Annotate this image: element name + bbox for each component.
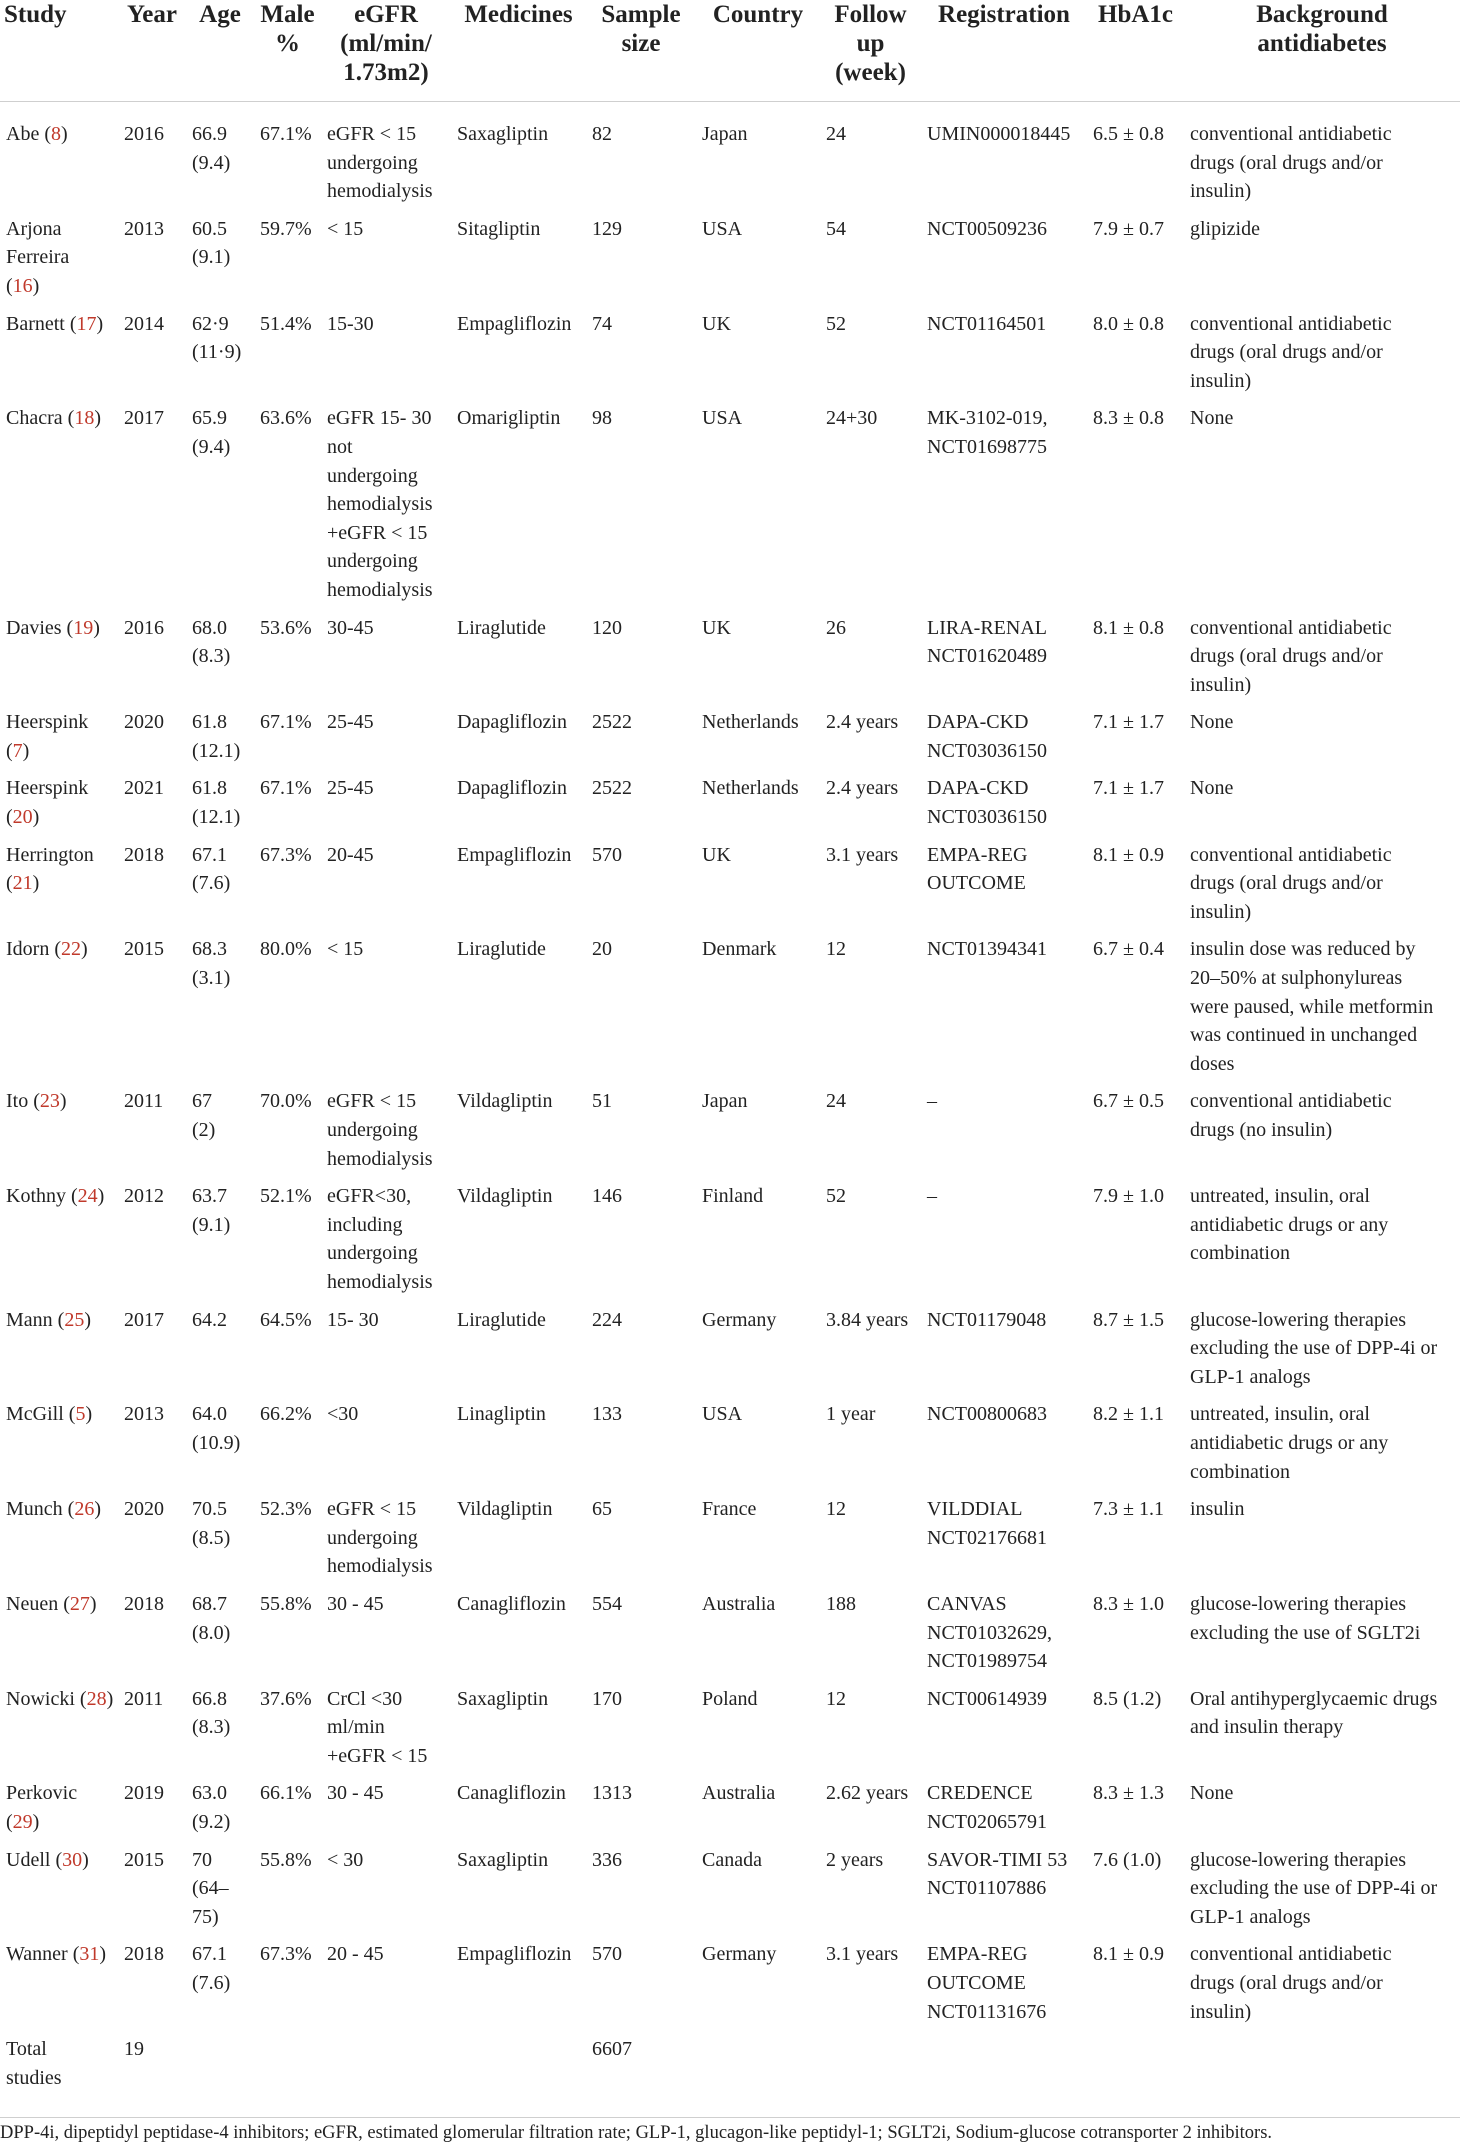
cell-country: USA — [702, 407, 743, 430]
cell-follow: 3.1 years — [826, 843, 899, 866]
cell-hba1c: 8.3 ± 1.0 — [1093, 1592, 1164, 1615]
cell-sample: 554 — [592, 1592, 622, 1615]
cell-medicine: Saxagliptin — [457, 1687, 549, 1710]
cell-age: 64.2 — [192, 1308, 227, 1331]
empty-cell — [451, 2035, 586, 2101]
cell-hba1c: 8.7 ± 1.5 — [1093, 1308, 1164, 1331]
cell-year: 2013 — [124, 217, 164, 240]
cell-age: 68.0 (8.3) — [192, 616, 231, 668]
cell-registration: DAPA-CKD NCT03036150 — [927, 711, 1047, 762]
cell-registration: SAVOR-TIMI 53 NCT01107886 — [927, 1848, 1068, 1900]
cell-study: Heerspink (7) — [6, 711, 89, 762]
cell-age: 66.9 (9.4) — [192, 123, 231, 174]
cell-hba1c: 6.7 ± 0.5 — [1093, 1090, 1164, 1113]
column-header-country: Country — [712, 1, 804, 28]
cell-egfr: 20 - 45 — [327, 1943, 384, 1966]
cell-medicine: Vildagliptin — [457, 1498, 553, 1521]
empty-cell — [696, 2035, 820, 2101]
cell-hba1c: 7.3 ± 1.1 — [1093, 1498, 1164, 1521]
reference-link[interactable]: (29) — [6, 1811, 40, 1834]
cell-study: Wanner (31) — [6, 1943, 107, 1966]
cell-follow: 1 year — [826, 1403, 876, 1426]
cell-age: 68.3 (3.1) — [192, 938, 231, 990]
table-row — [0, 1846, 1460, 1941]
cell-study: Barnett (17) — [6, 312, 104, 335]
cell-egfr: 30 - 45 — [327, 1782, 384, 1805]
cell-year: 2021 — [124, 777, 164, 800]
cell-medicine: Dapagliflozin — [457, 777, 567, 800]
column-header-male: Male % — [260, 1, 315, 57]
cell-follow: 12 — [826, 1687, 846, 1710]
reference-link[interactable]: (18) — [62, 407, 101, 430]
empty-cell — [321, 2035, 451, 2101]
cell-year: 2015 — [124, 1848, 164, 1871]
table-row — [0, 97, 1460, 215]
cell-medicine: Sitagliptin — [457, 217, 541, 240]
reference-link[interactable]: (7) — [6, 739, 30, 762]
cell-background: untreated, insulin, oral antidiabetic drugs or any combination — [1190, 1403, 1389, 1483]
cell-follow: 12 — [826, 938, 846, 961]
cell-registration: CANVAS NCT01032629, NCT01989754 — [927, 1592, 1052, 1673]
cell-age: 67.1 (7.6) — [192, 843, 231, 895]
cell-registration: CREDENCE NCT02065791 — [927, 1782, 1047, 1834]
cell-hba1c: 6.5 ± 0.8 — [1093, 123, 1164, 145]
cell-year: 2017 — [124, 407, 164, 430]
cell-egfr: 30-45 — [327, 616, 374, 639]
cell-country: UK — [702, 843, 731, 866]
cell-sample: 129 — [592, 217, 622, 240]
total-sample-size: 6607 — [592, 2038, 632, 2061]
column-header-age: Age — [199, 1, 241, 28]
header-row — [0, 0, 1460, 97]
cell-study: Mann (25) — [6, 1308, 92, 1331]
cell-hba1c: 6.7 ± 0.4 — [1093, 938, 1164, 961]
table-row — [0, 1306, 1460, 1401]
column-header-sample-size: Sample size — [601, 1, 681, 57]
cell-background: Oral antihyperglycaemic drugs and insulin therapy — [1190, 1687, 1438, 1739]
cell-egfr: 15-30 — [327, 312, 374, 335]
cell-year: 2019 — [124, 1782, 164, 1805]
cell-hba1c: 8.1 ± 0.9 — [1093, 1943, 1164, 1966]
cell-male: 52.3% — [260, 1498, 312, 1521]
table-row — [0, 1087, 1460, 1182]
cell-year: 2016 — [124, 123, 164, 145]
cell-egfr: 25-45 — [327, 777, 374, 800]
cell-egfr: 20-45 — [327, 843, 374, 866]
cell-study: Arjona Ferreira (16) — [6, 217, 70, 297]
cell-year: 2018 — [124, 1592, 164, 1615]
cell-registration: NCT01164501 — [927, 312, 1047, 335]
cell-sample: 65 — [592, 1498, 612, 1521]
cell-country: Denmark — [702, 938, 777, 961]
cell-study: Abe (8) — [6, 123, 68, 145]
cell-follow: 52 — [826, 312, 846, 335]
cell-age: 64.0 (10.9) — [192, 1403, 241, 1454]
table-row — [0, 215, 1460, 310]
cell-study: Herrington (21) — [6, 843, 94, 895]
cell-country: USA — [702, 217, 743, 240]
cell-age: 61.8 (12.1) — [192, 777, 241, 829]
cell-country: Canada — [702, 1848, 762, 1871]
cell-study: Idorn (22) — [6, 938, 88, 961]
cell-sample: 224 — [592, 1308, 622, 1331]
cell-background: conventional antidiabetic drugs (no insulin) — [1190, 1090, 1392, 1141]
cell-registration: NCT01394341 — [927, 938, 1047, 961]
reference-link[interactable]: (5) — [63, 1403, 93, 1426]
cell-year: 2016 — [124, 616, 164, 639]
cell-egfr: 15- 30 — [327, 1308, 379, 1331]
header-divider — [0, 101, 1460, 102]
cell-country: Germany — [702, 1308, 777, 1331]
cell-male: 66.1% — [260, 1782, 312, 1805]
cell-background: glucose-lowering therapies excluding the use of DPP-4i or GLP-1 analogs — [1190, 1308, 1438, 1388]
cell-follow: 24 — [826, 123, 846, 145]
cell-age: 68.7 (8.0) — [192, 1592, 231, 1644]
cell-medicine: Empagliflozin — [457, 312, 572, 335]
cell-study: Udell (30) — [6, 1848, 89, 1871]
cell-hba1c: 7.1 ± 1.7 — [1093, 777, 1164, 800]
cell-registration: VILDDIAL NCT02176681 — [927, 1498, 1047, 1549]
cell-country: Poland — [702, 1687, 758, 1710]
cell-country: Netherlands — [702, 711, 799, 734]
table-row — [0, 1779, 1460, 1845]
reference-link[interactable]: (30) — [50, 1848, 89, 1871]
cell-medicine: Saxagliptin — [457, 1848, 549, 1871]
cell-follow: 2.4 years — [826, 777, 899, 800]
cell-male: 67.1% — [260, 711, 312, 734]
reference-link[interactable]: (22) — [49, 938, 88, 961]
cell-sample: 1313 — [592, 1782, 632, 1805]
cell-sample: 2522 — [592, 711, 632, 734]
column-header-year: Year — [127, 1, 177, 28]
cell-study: Davies (19) — [6, 616, 100, 639]
cell-background: untreated, insulin, oral antidiabetic drugs or any combination — [1190, 1185, 1389, 1265]
cell-male: 80.0% — [260, 938, 312, 961]
cell-background: insulin — [1190, 1498, 1245, 1521]
table-row — [0, 935, 1460, 1087]
cell-age: 63.7 (9.1) — [192, 1185, 231, 1236]
cell-hba1c: 8.3 ± 1.3 — [1093, 1782, 1164, 1805]
reference-link[interactable]: (19) — [61, 616, 100, 639]
cell-hba1c: 7.9 ± 1.0 — [1093, 1185, 1164, 1208]
empty-cell — [254, 2035, 321, 2101]
cell-male: 67.3% — [260, 843, 312, 866]
cell-country: USA — [702, 1403, 743, 1426]
cell-study: Nowicki (28) — [6, 1687, 114, 1710]
empty-cell — [921, 2035, 1087, 2101]
total-row — [0, 2035, 1460, 2101]
cell-year: 2011 — [124, 1090, 164, 1113]
cell-male: 67.1% — [260, 777, 312, 800]
cell-country: Netherlands — [702, 777, 799, 800]
cell-year: 2013 — [124, 1403, 164, 1426]
cell-follow: 3.84 years — [826, 1308, 909, 1331]
reference-link[interactable]: (23) — [28, 1090, 67, 1113]
cell-hba1c: 7.1 ± 1.7 — [1093, 711, 1164, 734]
cell-male: 55.8% — [260, 1592, 312, 1615]
cell-medicine: Canagliflozin — [457, 1592, 566, 1615]
cell-year: 2012 — [124, 1185, 164, 1208]
reference-link[interactable]: (21) — [6, 872, 40, 895]
cell-egfr: <30 — [327, 1403, 359, 1426]
cell-medicine: Canagliflozin — [457, 1782, 566, 1805]
cell-egfr: < 30 — [327, 1848, 364, 1871]
cell-medicine: Vildagliptin — [457, 1185, 553, 1208]
cell-sample: 146 — [592, 1185, 622, 1208]
cell-sample: 2522 — [592, 777, 632, 800]
empty-cell — [820, 2035, 921, 2101]
cell-country: Australia — [702, 1782, 776, 1805]
reference-link[interactable]: (8) — [39, 123, 68, 145]
cell-sample: 98 — [592, 407, 612, 430]
cell-egfr: eGFR < 15 undergoing hemodialysis — [327, 123, 433, 203]
cell-hba1c: 7.6 (1.0) — [1093, 1848, 1162, 1871]
reference-link[interactable]: (26) — [62, 1498, 102, 1521]
cell-follow: 24 — [826, 1090, 846, 1113]
reference-link[interactable]: (20) — [6, 806, 40, 829]
cell-medicine: Saxagliptin — [457, 123, 549, 145]
cell-year: 2020 — [124, 711, 164, 734]
cell-male: 55.8% — [260, 1848, 312, 1871]
cell-year: 2011 — [124, 1687, 164, 1710]
column-header-study: Study — [4, 1, 67, 28]
column-header-egfr: eGFR (ml/min/ 1.73m2) — [340, 1, 432, 86]
cell-registration: NCT00509236 — [927, 217, 1047, 240]
cell-sample: 120 — [592, 616, 622, 639]
cell-male: 51.4% — [260, 312, 312, 335]
cell-hba1c: 7.9 ± 0.7 — [1093, 217, 1164, 240]
cell-country: France — [702, 1498, 757, 1521]
table-row — [0, 404, 1460, 613]
cell-country: Japan — [702, 123, 748, 145]
cell-male: 53.6% — [260, 616, 312, 639]
cell-follow: 52 — [826, 1185, 846, 1208]
reference-link[interactable]: (24) — [66, 1185, 105, 1208]
empty-cell — [186, 2035, 254, 2101]
cell-egfr: eGFR < 15 undergoing hemodialysis — [327, 1498, 433, 1578]
column-header-background-antidiabetes: Background antidiabetes — [1256, 1, 1388, 57]
cell-registration: MK-3102-019, NCT01698775 — [927, 407, 1048, 458]
cell-background: conventional antidiabetic drugs (oral drugs and/or insulin) — [1190, 312, 1392, 392]
cell-medicine: Dapagliflozin — [457, 711, 567, 734]
table-row — [0, 310, 1460, 405]
table-row — [0, 1182, 1460, 1305]
cell-study: Chacra (18) — [6, 407, 101, 430]
cell-age: 67 (2) — [192, 1090, 216, 1141]
cell-age: 65.9 (9.4) — [192, 407, 231, 458]
cell-egfr: eGFR < 15 undergoing hemodialysis — [327, 1090, 433, 1170]
cell-registration: NCT01179048 — [927, 1308, 1047, 1331]
cell-registration: EMPA-REG OUTCOME NCT01131676 — [927, 1943, 1047, 2023]
cell-male: 59.7% — [260, 217, 312, 240]
cell-country: Finland — [702, 1185, 764, 1208]
cell-background: glucose-lowering therapies excluding the use of SGLT2i — [1190, 1592, 1421, 1644]
cell-egfr: eGFR 15- 30 not undergoing hemodialysis +eGFR < 15 undergoing hemodialysis — [327, 407, 433, 601]
cell-registration: NCT00800683 — [927, 1403, 1047, 1426]
cell-male: 66.2% — [260, 1403, 312, 1426]
cell-registration: NCT00614939 — [927, 1687, 1047, 1710]
cell-background: glipizide — [1190, 217, 1260, 240]
cell-hba1c: 8.5 (1.2) — [1093, 1687, 1162, 1710]
cell-age: 67.1 (7.6) — [192, 1943, 231, 1995]
cell-study: Ito (23) — [6, 1090, 67, 1113]
cell-hba1c: 8.1 ± 0.8 — [1093, 616, 1164, 639]
cell-male: 67.1% — [260, 123, 312, 145]
cell-medicine: Linagliptin — [457, 1403, 546, 1426]
cell-egfr: 25-45 — [327, 711, 374, 734]
cell-study: Heerspink (20) — [6, 777, 89, 829]
cell-background: conventional antidiabetic drugs (oral drugs and/or insulin) — [1190, 1943, 1392, 2023]
cell-registration: EMPA-REG OUTCOME — [927, 843, 1028, 895]
cell-study: Neuen (27) — [6, 1592, 97, 1615]
cell-background: None — [1190, 407, 1234, 430]
table-row — [0, 1590, 1460, 1685]
cell-medicine: Liraglutide — [457, 938, 546, 961]
cell-age: 60.5 (9.1) — [192, 217, 231, 269]
cell-follow: 26 — [826, 616, 846, 639]
cell-background: conventional antidiabetic drugs (oral drugs and/or insulin) — [1190, 843, 1392, 923]
table-footnote: DPP-4i, dipeptidyl peptidase-4 inhibitors; eGFR, estimated glomerular filtration rate; GLP-1, glucagon-like peptidyl-1; SGLT2i, Sodium-glucose cotransporter 2 inhibitors. — [0, 2123, 1273, 2143]
cell-background: glucose-lowering therapies excluding the use of DPP-4i or GLP-1 analogs — [1190, 1848, 1438, 1928]
cell-background: None — [1190, 1782, 1234, 1805]
column-header-medicines: Medicines — [464, 1, 573, 28]
reference-link[interactable]: (27) — [58, 1592, 97, 1615]
cell-follow: 2.62 years — [826, 1782, 909, 1805]
cell-male: 37.6% — [260, 1687, 312, 1710]
cell-follow: 2.4 years — [826, 711, 899, 734]
column-header-hba1c: HbA1c — [1098, 1, 1173, 28]
reference-link[interactable]: (25) — [52, 1308, 92, 1331]
column-header-follow-up: Follow up (week) — [834, 1, 907, 86]
cell-age: 70 (64– 75) — [192, 1848, 229, 1928]
reference-link[interactable]: (17) — [64, 312, 104, 335]
cell-hba1c: 8.3 ± 0.8 — [1093, 407, 1164, 430]
reference-link[interactable]: (16) — [6, 274, 40, 297]
cell-follow: 188 — [826, 1592, 856, 1615]
cell-country: UK — [702, 312, 731, 335]
cell-sample: 570 — [592, 843, 622, 866]
table-row — [0, 1685, 1460, 1780]
cell-background: None — [1190, 777, 1234, 800]
cell-egfr: CrCl <30 ml/min +eGFR < 15 — [327, 1687, 428, 1767]
total-studies-count: 19 — [124, 2038, 144, 2061]
cell-follow: 24+30 — [826, 407, 878, 430]
cell-medicine: Liraglutide — [457, 616, 546, 639]
cell-follow: 12 — [826, 1498, 846, 1521]
cell-year: 2018 — [124, 1943, 164, 1966]
cell-egfr: eGFR<30, including undergoing hemodialysis — [327, 1185, 433, 1293]
cell-background: conventional antidiabetic drugs (oral drugs and/or insulin) — [1190, 123, 1392, 203]
cell-sample: 82 — [592, 123, 612, 145]
cell-sample: 170 — [592, 1687, 622, 1710]
cell-sample: 51 — [592, 1090, 612, 1113]
cell-year: 2020 — [124, 1498, 164, 1521]
cell-country: UK — [702, 616, 731, 639]
cell-age: 62·9 (11·9) — [192, 312, 242, 364]
cell-country: Germany — [702, 1943, 777, 1966]
cell-age: 63.0 (9.2) — [192, 1782, 231, 1834]
cell-hba1c: 8.1 ± 0.9 — [1093, 843, 1164, 866]
cell-study: McGill (5) — [6, 1403, 93, 1426]
cell-registration: UMIN000018445 — [927, 123, 1071, 145]
cell-medicine: Vildagliptin — [457, 1090, 553, 1113]
cell-year: 2017 — [124, 1308, 164, 1331]
cell-study: Kothny (24) — [6, 1185, 105, 1208]
table-row — [0, 774, 1460, 840]
cell-egfr: 30 - 45 — [327, 1592, 384, 1615]
total-label: Total studies — [6, 2038, 62, 2089]
cell-year: 2018 — [124, 843, 164, 866]
cell-registration: LIRA-RENAL NCT01620489 — [927, 616, 1047, 668]
cell-follow: 3.1 years — [826, 1943, 899, 1966]
cell-male: 67.3% — [260, 1943, 312, 1966]
cell-male: 52.1% — [260, 1185, 312, 1208]
cell-medicine: Omarigliptin — [457, 407, 561, 430]
cell-follow: 54 — [826, 217, 846, 240]
cell-background: None — [1190, 711, 1234, 734]
cell-male: 70.0% — [260, 1090, 312, 1113]
cell-country: Japan — [702, 1090, 748, 1113]
footer-divider — [0, 2117, 1460, 2118]
empty-cell — [1087, 2035, 1184, 2101]
cell-year: 2014 — [124, 312, 164, 335]
cell-hba1c: 8.2 ± 1.1 — [1093, 1403, 1164, 1426]
cell-male: 64.5% — [260, 1308, 312, 1331]
cell-study: Munch (26) — [6, 1498, 102, 1521]
cell-medicine: Empagliflozin — [457, 843, 572, 866]
cell-medicine: Empagliflozin — [457, 1943, 572, 1966]
cell-study: Perkovic (29) — [6, 1782, 78, 1834]
cell-sample: 570 — [592, 1943, 622, 1966]
cell-hba1c: 8.0 ± 0.8 — [1093, 312, 1164, 335]
table-row — [0, 1400, 1460, 1495]
table-row — [0, 1940, 1460, 2035]
cell-sample: 133 — [592, 1403, 622, 1426]
cell-sample: 74 — [592, 312, 612, 335]
cell-sample: 336 — [592, 1848, 622, 1871]
reference-link[interactable]: (28) — [74, 1687, 114, 1710]
cell-year: 2015 — [124, 938, 164, 961]
cell-sample: 20 — [592, 938, 612, 961]
cell-egfr: < 15 — [327, 217, 364, 240]
cell-background: conventional antidiabetic drugs (oral drugs and/or insulin) — [1190, 616, 1392, 696]
cell-country: Australia — [702, 1592, 776, 1615]
cell-background: insulin dose was reduced by 20–50% at sulphonylureas were paused, while metformin was continued in unchanged doses — [1190, 938, 1434, 1075]
cell-registration: – — [927, 1090, 937, 1113]
table-row — [0, 708, 1460, 774]
table-row — [0, 1495, 1460, 1590]
cell-male: 63.6% — [260, 407, 312, 430]
cell-age: 61.8 (12.1) — [192, 711, 241, 762]
cell-age: 66.8 (8.3) — [192, 1687, 231, 1739]
cell-age: 70.5 (8.5) — [192, 1498, 231, 1549]
empty-cell — [1184, 2035, 1460, 2101]
column-header-registration: Registration — [938, 1, 1070, 28]
cell-registration: DAPA-CKD NCT03036150 — [927, 777, 1047, 829]
cell-egfr: < 15 — [327, 938, 364, 961]
table-row — [0, 614, 1460, 709]
cell-follow: 2 years — [826, 1848, 884, 1871]
cell-medicine: Liraglutide — [457, 1308, 546, 1331]
table-row — [0, 841, 1460, 936]
cell-registration: – — [927, 1185, 937, 1208]
reference-link[interactable]: (31) — [67, 1943, 107, 1966]
